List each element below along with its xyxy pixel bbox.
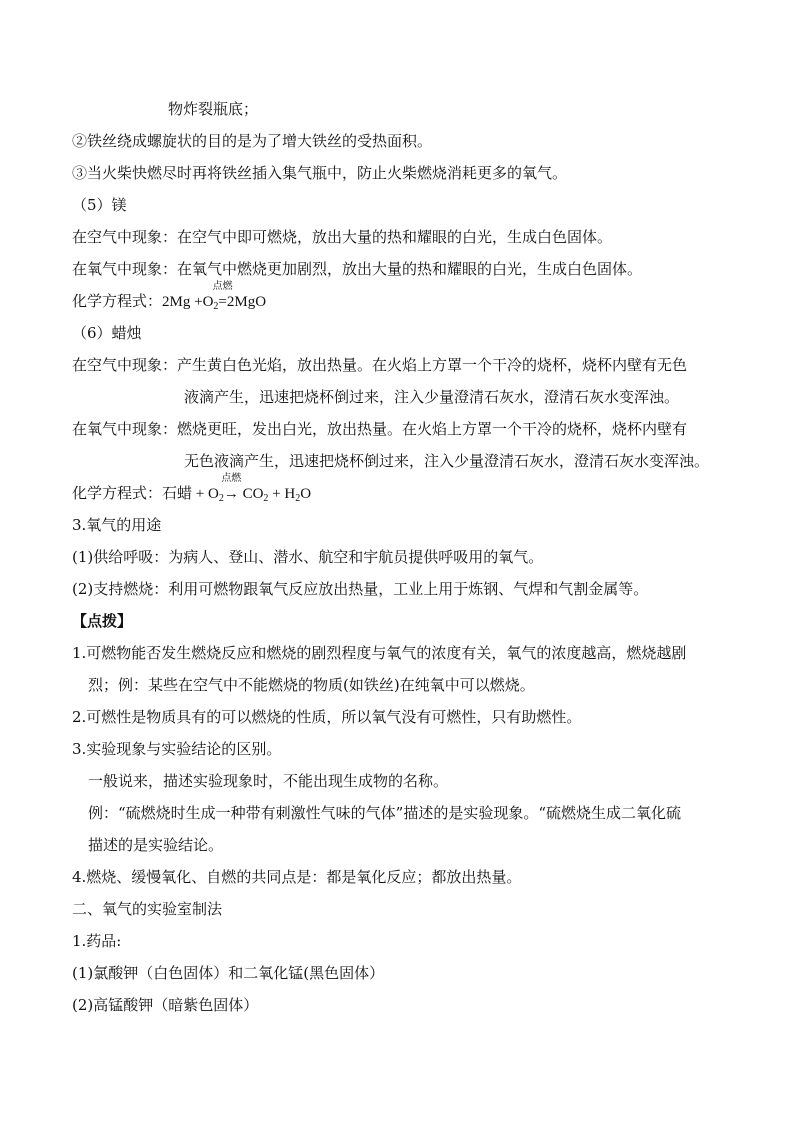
- text-line: 描述的是实验结论。: [88, 836, 224, 854]
- text-line: (1)氯酸钾（白色固体）和二氧化锰(黑色固体）: [72, 964, 385, 982]
- text-line: 4.燃烧、缓慢氧化、自燃的共同点是：都是氧化反应；都放出热量。: [72, 868, 522, 886]
- text-line: 在氧气中现象：在氧气中燃烧更加剧烈，放出大量的热和耀眼的白光，生成白色固体。: [72, 260, 643, 278]
- text-line: 烈；例：某些在空气中不能燃烧的物质(如铁丝)在纯氧中可以燃烧。: [88, 676, 535, 694]
- equation-reactants: 2Mg +O: [162, 294, 214, 310]
- section-heading: 3.氧气的用途: [72, 516, 162, 534]
- section-heading: 二、氧气的实验室制法: [72, 900, 223, 918]
- equation-label: 化学方程式：: [72, 292, 163, 310]
- subscript: 2: [213, 301, 219, 312]
- equation-magnesium: [72, 281, 267, 312]
- section-heading: （5）镁: [72, 196, 127, 214]
- product-o: O: [300, 486, 312, 502]
- equation-paraffin: [72, 473, 312, 504]
- subscript: 2: [263, 493, 269, 504]
- text-line: 1.药品:: [72, 932, 122, 950]
- text-line: (1)供给呼吸：为病人、登山、潜水、航空和宇航员提供呼吸用的氧气。: [72, 548, 544, 566]
- text-line: 2.可燃性是物质具有的可以燃烧的性质，所以氧气没有可燃性，只有助燃性。: [72, 708, 582, 726]
- text-line: 在氧气中现象：燃烧更旺，发出白光，放出热量。在火焰上方罩一个干冷的烧杯，烧杯内壁有: [72, 420, 688, 438]
- text-line: 无色液滴产生，迅速把烧杯倒过来，注入少量澄清石灰水，澄清石灰水变浑浊。: [184, 452, 710, 470]
- reaction-condition: [212, 281, 233, 312]
- arrow-sign: →: [223, 486, 239, 502]
- equation-products: 2MgO: [226, 294, 267, 310]
- text-line: 在空气中现象：产生黄白色光焰，放出热量。在火焰上方罩一个干冷的烧杯，烧杯内壁有无色: [72, 356, 688, 374]
- equation-label: 化学方程式：石蜡: [72, 484, 193, 502]
- text-line: 例：“硫燃烧时生成一种带有刺激性气味的气体”描述的是实验现象。“硫燃烧生成二氧化硫: [88, 804, 682, 822]
- text-line: 3.实验现象与实验结论的区别。: [72, 740, 282, 758]
- tip-heading: 【点拨】: [72, 612, 133, 630]
- section-heading: （6）蜡烛: [72, 324, 142, 342]
- plus-oxygen: + O: [192, 486, 219, 502]
- subscript: 2: [218, 493, 224, 504]
- text-line: (2)高锰酸钾（暗紫色固体）: [72, 996, 259, 1014]
- text-line: 液滴产生，迅速把烧杯倒过来，注入少量澄清石灰水，澄清石灰水变浑浊。: [184, 388, 680, 406]
- text-line: 物炸裂瓶底；: [168, 100, 259, 118]
- condition-label: 点燃: [221, 473, 242, 484]
- reaction-condition: [221, 473, 242, 504]
- text-line: 1.可燃物能否发生燃烧反应和燃烧的剧烈程度与氧气的浓度有关，氧气的浓度越高，燃烧越剧: [72, 644, 687, 662]
- product-h2o: + H: [268, 486, 296, 502]
- product-co2: CO: [238, 486, 264, 502]
- text-line: 一般说来，描述实验现象时，不能出现生成物的名称。: [88, 772, 449, 790]
- text-line: ②铁丝绕成螺旋状的目的是为了增大铁丝的受热面积。: [72, 132, 433, 150]
- subscript: 2: [295, 493, 301, 504]
- condition-label: 点燃: [212, 281, 233, 292]
- equals-sign: =: [218, 294, 227, 310]
- text-line: (2)支持燃烧：利用可燃物跟氧气反应放出热量，工业上用于炼钢、气焊和气割金属等。: [72, 580, 649, 598]
- text-line: ③当火柴快燃尽时再将铁丝插入集气瓶中，防止火柴燃烧消耗更多的氧气。: [72, 164, 568, 182]
- text-line: 在空气中现象：在空气中即可燃烧，放出大量的热和耀眼的白光，生成白色固体。: [72, 228, 613, 246]
